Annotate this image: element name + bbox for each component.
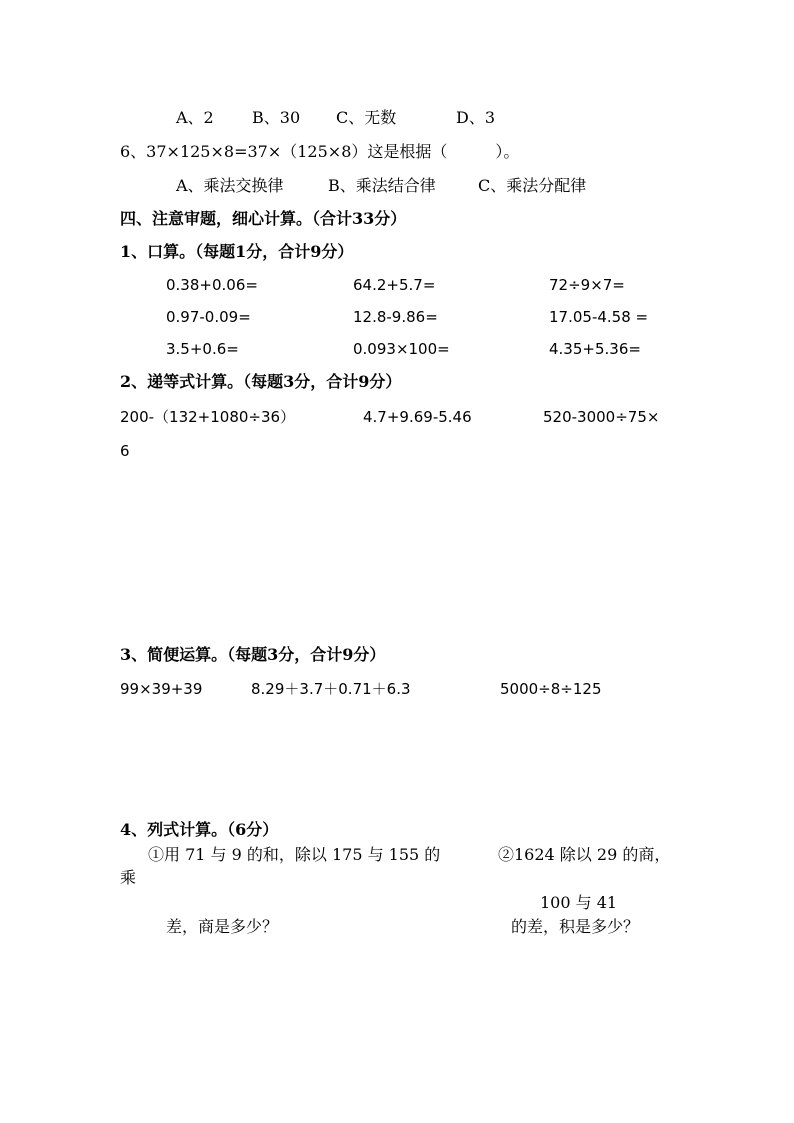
simplify-item: 5000÷8÷125 — [500, 680, 602, 698]
oral-calc-item: 0.97-0.09= — [166, 308, 251, 326]
stepwise-item-wrap: 6 — [120, 442, 130, 460]
word-problem-1-wrap: 乘 — [120, 868, 137, 887]
part2-title: 2、递等式计算。（每题3分，合计9分） — [120, 372, 402, 391]
q5-option-d: D、3 — [456, 108, 496, 127]
q5-option-b: B、30 — [252, 108, 301, 127]
q6-option-b: B、乘法结合律 — [328, 176, 436, 195]
stepwise-item: 520-3000÷75× — [543, 408, 660, 426]
simplify-item: 99×39+39 — [120, 680, 203, 698]
simplify-item: 8.29＋3.7＋0.71＋6.3 — [251, 680, 411, 698]
word-problem-1-cont: 差，商是多少？ — [166, 917, 279, 936]
stepwise-item: 4.7+9.69-5.46 — [363, 408, 472, 426]
part4-title: 4、列式计算。（6分） — [120, 820, 279, 839]
part3-title: 3、简便运算。（每题3分，合计9分） — [120, 645, 386, 664]
oral-calc-item: 0.38+0.06= — [166, 276, 258, 294]
q6-option-a: A、乘法交换律 — [176, 176, 284, 195]
q5-option-a: A、2 — [176, 108, 214, 127]
oral-calc-item: 64.2+5.7= — [353, 276, 436, 294]
section4-title: 四、注意审题，细心计算。（合计33分） — [120, 209, 407, 228]
stepwise-item: 200-（132+1080÷36） — [120, 408, 296, 426]
word-problem-2: ②1624 除以 29 的商， — [498, 845, 671, 864]
oral-calc-item: 4.35+5.36= — [549, 340, 641, 358]
q6-option-c: C、乘法分配律 — [478, 176, 587, 195]
word-problem-2-cont: 的差，积是多少？ — [511, 917, 640, 936]
oral-calc-item: 0.093×100= — [353, 340, 450, 358]
oral-calc-item: 17.05-4.58 = — [549, 308, 649, 326]
word-problem-1: ①用 71 与 9 的和，除以 175 与 155 的 — [148, 845, 441, 864]
oral-calc-item: 3.5+0.6= — [166, 340, 239, 358]
word-problem-2-mid: 100 与 41 — [540, 893, 618, 912]
q6-stem: 6、37×125×8=37×（125×8）这是根据（ ）。 — [120, 142, 520, 161]
part1-title: 1、口算。（每题1分，合计9分） — [120, 242, 354, 261]
oral-calc-item: 12.8-9.86= — [353, 308, 438, 326]
oral-calc-item: 72÷9×7= — [549, 276, 625, 294]
q5-option-c: C、无数 — [336, 108, 397, 127]
